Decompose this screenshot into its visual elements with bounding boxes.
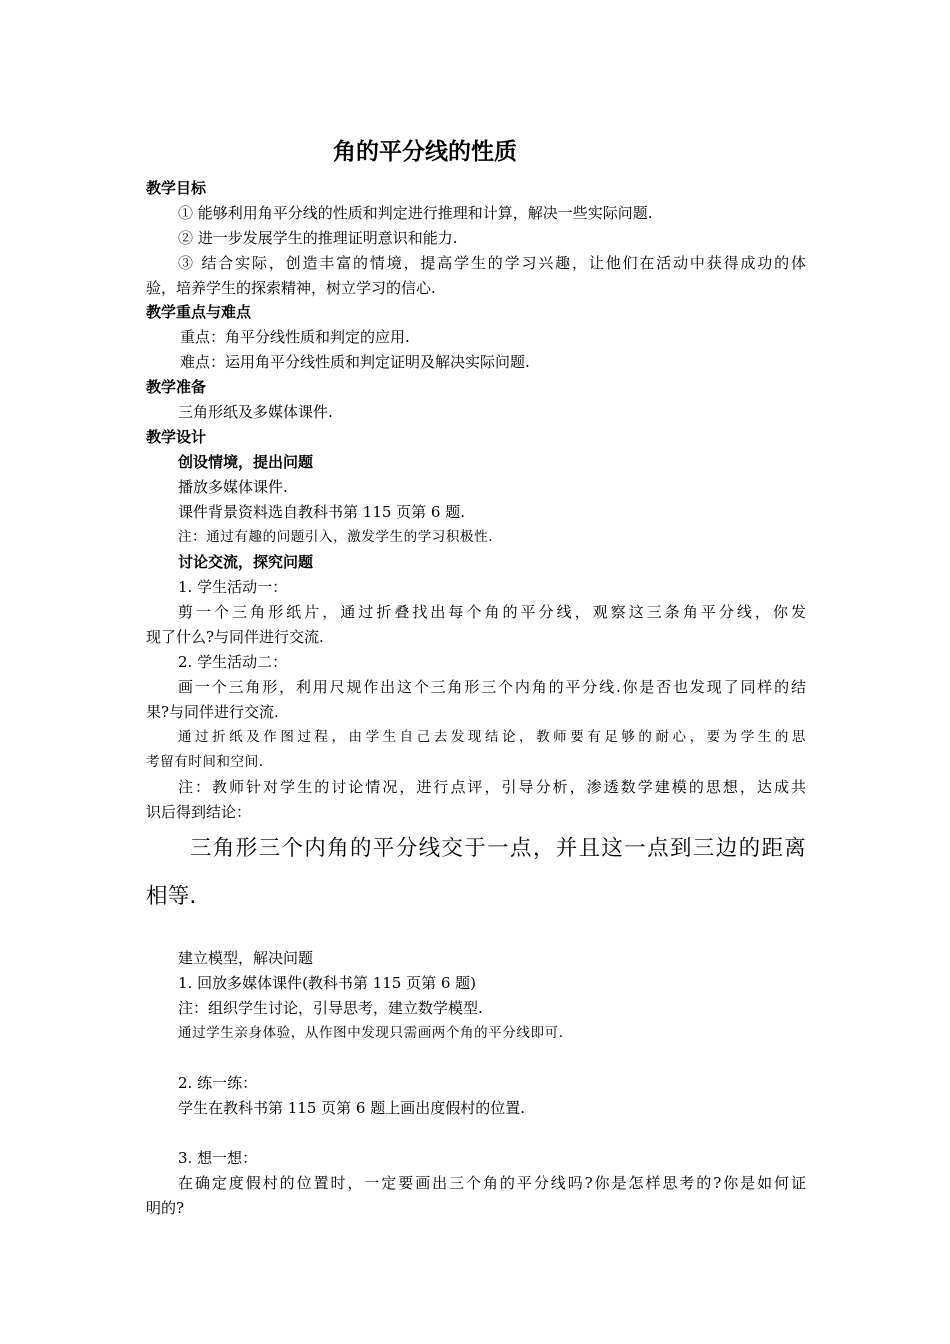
section-3-item-3-line-1: 在确定度假村的位置时，一定要画出三个角的平分线吗?你是怎样思考的?你是如何证 bbox=[178, 1174, 806, 1192]
section-1-line-2: 课件背景资料选自教科书第 115 页第 6 题. bbox=[178, 503, 466, 521]
remark-line-1: 通过折纸及作图过程，由学生自己去发现结论，教师要有足够的耐心，要为学生的思 bbox=[178, 729, 806, 745]
preparation-heading: 教学准备 bbox=[146, 378, 207, 396]
conclusion-line-1: 三角形三个内角的平分线交于一点，并且这一点到三边的距离 bbox=[190, 836, 806, 861]
section-3-title: 建立模型，解决问题 bbox=[178, 949, 314, 967]
activity-2-line-2: 果?与同伴进行交流. bbox=[146, 703, 279, 721]
activity-2-label: 2. 学生活动二： bbox=[178, 653, 288, 671]
section-3-note: 注：组织学生讨论，引导思考，建立数学模型. bbox=[178, 999, 483, 1017]
document-title: 角的平分线的性质 bbox=[333, 139, 517, 165]
key-point: 重点：角平分线性质和判定的应用. bbox=[180, 328, 410, 346]
goal-item-3-line-2: 验，培养学生的探索精神，树立学习的信心. bbox=[146, 279, 436, 297]
goals-heading: 教学目标 bbox=[146, 179, 207, 197]
section-3-item-2-label: 2. 练一练： bbox=[178, 1074, 258, 1092]
section-2-title: 讨论交流，探究问题 bbox=[178, 553, 314, 571]
goal-item-1: ① 能够利用角平分线的性质和判定进行推理和计算，解决一些实际问题. bbox=[178, 204, 653, 222]
section-3-item-2-text: 学生在教科书第 115 页第 6 题上画出度假村的位置. bbox=[178, 1099, 526, 1117]
goal-item-2: ② 进一步发展学生的推理证明意识和能力. bbox=[178, 229, 458, 247]
remark-line-2: 考留有时间和空间. bbox=[146, 754, 264, 770]
activity-1-label: 1. 学生活动一： bbox=[178, 578, 288, 596]
section-3-item-1: 1. 回放多媒体课件(教科书第 115 页第 6 题) bbox=[178, 974, 477, 992]
activity-2-line-1: 画一个三角形，利用尺规作出这个三角形三个内角的平分线.你是否也发现了同样的结 bbox=[178, 678, 806, 696]
note-line-1: 注：教师针对学生的讨论情况，进行点评，引导分析，渗透数学建模的思想，达成共 bbox=[178, 778, 806, 796]
difficulty-point: 难点：运用角平分线性质和判定证明及解决实际问题. bbox=[180, 353, 530, 371]
goal-item-3-line-1: ③ 结合实际，创造丰富的情境，提高学生的学习兴趣，让他们在活动中获得成功的体 bbox=[178, 254, 806, 272]
conclusion-line-2: 相等. bbox=[146, 884, 197, 909]
section-1-title: 创设情境，提出问题 bbox=[178, 453, 314, 471]
note-line-2: 识后得到结论： bbox=[146, 803, 252, 821]
section-3-item-3-label: 3. 想一想： bbox=[178, 1149, 258, 1167]
section-1-line-1: 播放多媒体课件. bbox=[178, 478, 288, 496]
activity-1-line-1: 剪一个三角形纸片，通过折叠找出每个角的平分线，观察这三条角平分线，你发 bbox=[178, 603, 806, 621]
design-heading: 教学设计 bbox=[146, 428, 207, 446]
preparation-text: 三角形纸及多媒体课件. bbox=[178, 403, 333, 421]
activity-1-line-2: 现了什么?与同伴进行交流. bbox=[146, 628, 324, 646]
section-1-note: 注：通过有趣的问题引入，激发学生的学习积极性. bbox=[178, 529, 494, 545]
key-points-heading: 教学重点与难点 bbox=[146, 303, 252, 321]
section-3-item-3-line-2: 明的? bbox=[146, 1199, 185, 1217]
section-3-remark: 通过学生亲身体验，从作图中发现只需画两个角的平分线即可. bbox=[178, 1025, 564, 1041]
